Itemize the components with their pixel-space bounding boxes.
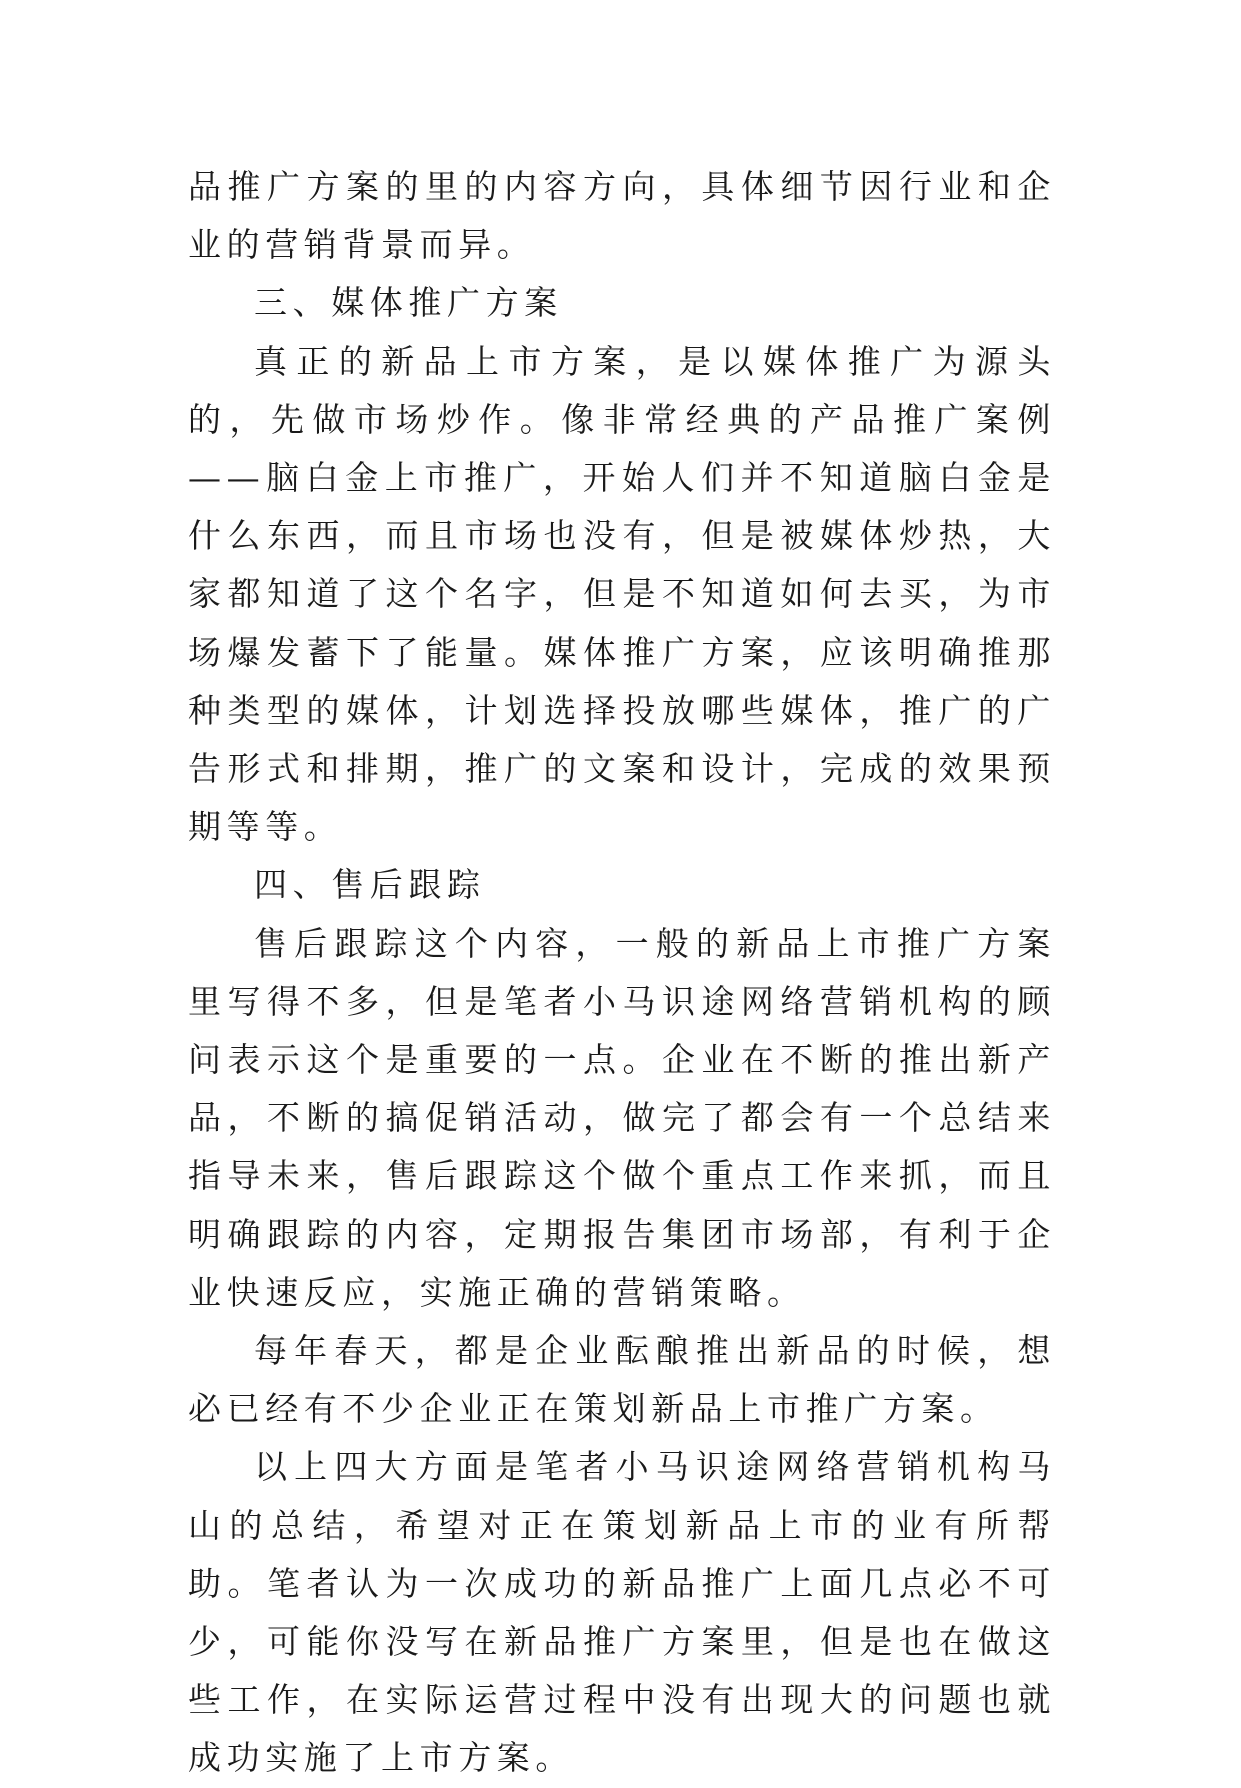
section-heading-media-promotion: 三、媒体推广方案 <box>254 283 563 323</box>
document-body <box>188 158 1056 1788</box>
paragraph-media-promotion: 真正的新品上市方案，是以媒体推广为源头的，先做市场炒作。像非常经典的产品推广案例——脑白金上市推广，开始人们并不知道脑白金是什么东西，而且市场也没有，但是被媒体炒热，大家都知道了这个名字，但是不知道如何去买，为市场爆发蓄下了能量。媒体推广方案，应该明确推那种类型的媒体，计划选择投放哪些媒体，推广的广告形式和排期，推广的文案和设计，完成的效果预期等等。 <box>188 341 1056 847</box>
paragraph-summary: 以上四大方面是笔者小马识途网络营销机构马山的总结，希望对正在策划新品上市的业有所帮助。笔者认为一次成功的新品推广上面几点必不可少，可能你没写在新品推广方案里，但是也在做这些工作，在实际运营过程中没有出现大的问题也就成功实施了上市方案。 <box>188 1447 1056 1778</box>
paragraph-spring: 每年春天，都是企业酝酿推出新品的时候，想必已经有不少企业正在策划新品上市推广方案。 <box>188 1331 1056 1429</box>
paragraph-after-sales: 售后跟踪这个内容，一般的新品上市推广方案里写得不多，但是笔者小马识途网络营销机构的顾问表示这个是重要的一点。企业在不断的推出新产品，不断的搞促销活动，做完了都会有一个总结来指导未来，售后跟踪这个做个重点工作来抓，而且明确跟踪的内容，定期报告集团市场部，有利于企业快速反应，实施正确的营销策略。 <box>188 923 1056 1312</box>
section-heading-after-sales: 四、售后跟踪 <box>254 865 486 905</box>
paragraph-continuation: 品推广方案的里的内容方向，具体细节因行业和企业的营销背景而异。 <box>188 167 1056 265</box>
